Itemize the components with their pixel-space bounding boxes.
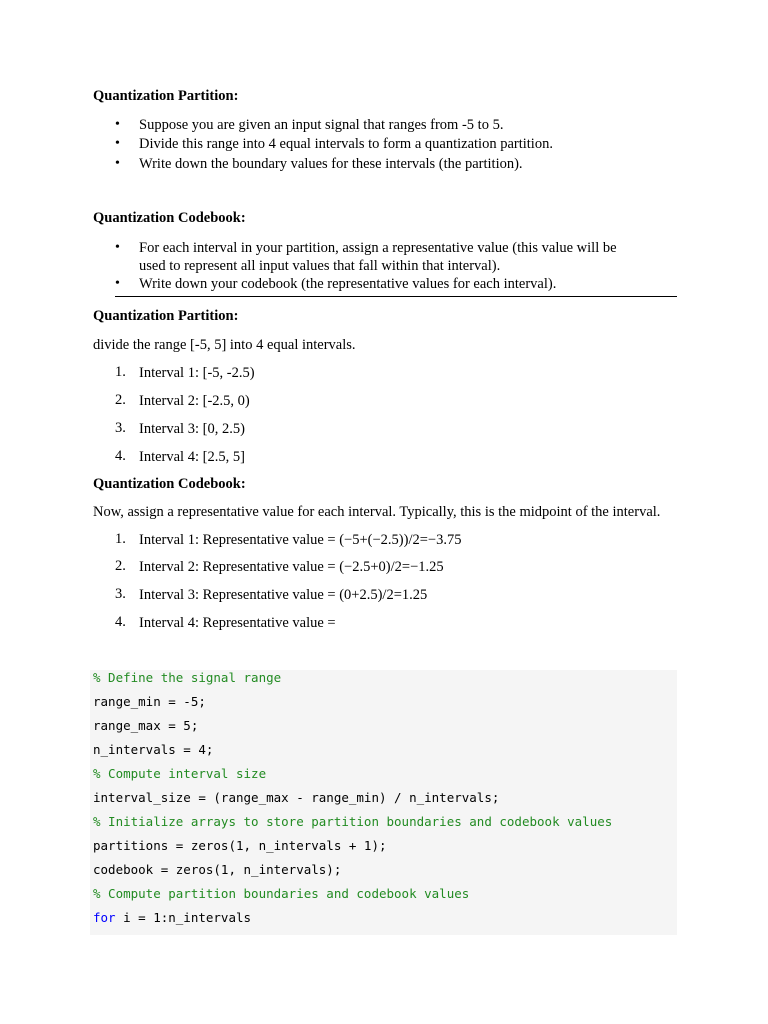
section-heading-codebook: Quantization Codebook: bbox=[93, 210, 246, 226]
codebook-item-3: Interval 3: Representative value = (0+2.5)/2=1.25 bbox=[139, 587, 428, 603]
code-line: interval_size = (range_max - range_min) / n_intervals; bbox=[93, 790, 500, 805]
codebook-item-1: Interval 1: Representative value = (−5+(−2.5))/2=−3.75 bbox=[139, 532, 462, 548]
list-number: 1. bbox=[115, 364, 126, 380]
bullet-icon: • bbox=[115, 240, 120, 255]
list-number: 3. bbox=[115, 586, 126, 602]
code-text: i = 1:n_intervals bbox=[115, 910, 252, 925]
interval-item-2: Interval 2: [-2.5, 0) bbox=[139, 393, 250, 409]
list-number: 3. bbox=[115, 420, 126, 436]
codebook-bullet-1-line-1: For each interval in your partition, assign a representative value (this value will be bbox=[139, 240, 617, 256]
codebook-bullet-1-line-2: used to represent all input values that fall within that interval). bbox=[139, 258, 501, 274]
list-number: 4. bbox=[115, 614, 126, 630]
section-heading-partition: Quantization Partition: bbox=[93, 88, 239, 104]
horizontal-rule bbox=[115, 296, 677, 297]
bullet-icon: • bbox=[115, 117, 120, 132]
code-comment-line: % Initialize arrays to store partition boundaries and codebook values bbox=[93, 814, 613, 829]
code-comment-line: % Define the signal range bbox=[93, 670, 282, 685]
bullet-icon: • bbox=[115, 276, 120, 291]
code-line: range_min = -5; bbox=[93, 694, 206, 709]
list-number: 1. bbox=[115, 531, 126, 547]
codebook-item-4: Interval 4: Representative value = bbox=[139, 615, 336, 631]
codebook-item-2: Interval 2: Representative value = (−2.5+0)/2=−1.25 bbox=[139, 559, 444, 575]
answer-heading-partition: Quantization Partition: bbox=[93, 308, 239, 324]
list-number: 2. bbox=[115, 392, 126, 408]
interval-item-1: Interval 1: [-5, -2.5) bbox=[139, 365, 255, 381]
code-line: n_intervals = 4; bbox=[93, 742, 214, 757]
list-number: 2. bbox=[115, 558, 126, 574]
answer-heading-codebook: Quantization Codebook: bbox=[93, 476, 246, 492]
codebook-bullet-2: Write down your codebook (the representative values for each interval). bbox=[139, 276, 557, 292]
code-line: partitions = zeros(1, n_intervals + 1); bbox=[93, 838, 387, 853]
codebook-intro: Now, assign a representative value for each interval. Typically, this is the midpoint of the interval. bbox=[93, 504, 661, 520]
partition-bullet-1: Suppose you are given an input signal that ranges from -5 to 5. bbox=[139, 117, 504, 133]
code-block bbox=[90, 670, 677, 935]
code-comment-line: % Compute partition boundaries and codebook values bbox=[93, 886, 470, 901]
interval-item-4: Interval 4: [2.5, 5] bbox=[139, 449, 245, 465]
partition-bullet-2: Divide this range into 4 equal intervals to form a quantization partition. bbox=[139, 136, 553, 152]
code-line-for-loop bbox=[93, 910, 251, 926]
list-number: 4. bbox=[115, 448, 126, 464]
code-comment-line: % Compute interval size bbox=[93, 766, 267, 781]
bullet-icon: • bbox=[115, 156, 120, 171]
interval-item-3: Interval 3: [0, 2.5) bbox=[139, 421, 245, 437]
code-keyword: for bbox=[93, 910, 116, 925]
partition-bullet-3: Write down the boundary values for these intervals (the partition). bbox=[139, 156, 523, 172]
partition-intro: divide the range [-5, 5] into 4 equal intervals. bbox=[93, 337, 356, 353]
code-line: codebook = zeros(1, n_intervals); bbox=[93, 862, 342, 877]
code-line: range_max = 5; bbox=[93, 718, 199, 733]
bullet-icon: • bbox=[115, 136, 120, 151]
